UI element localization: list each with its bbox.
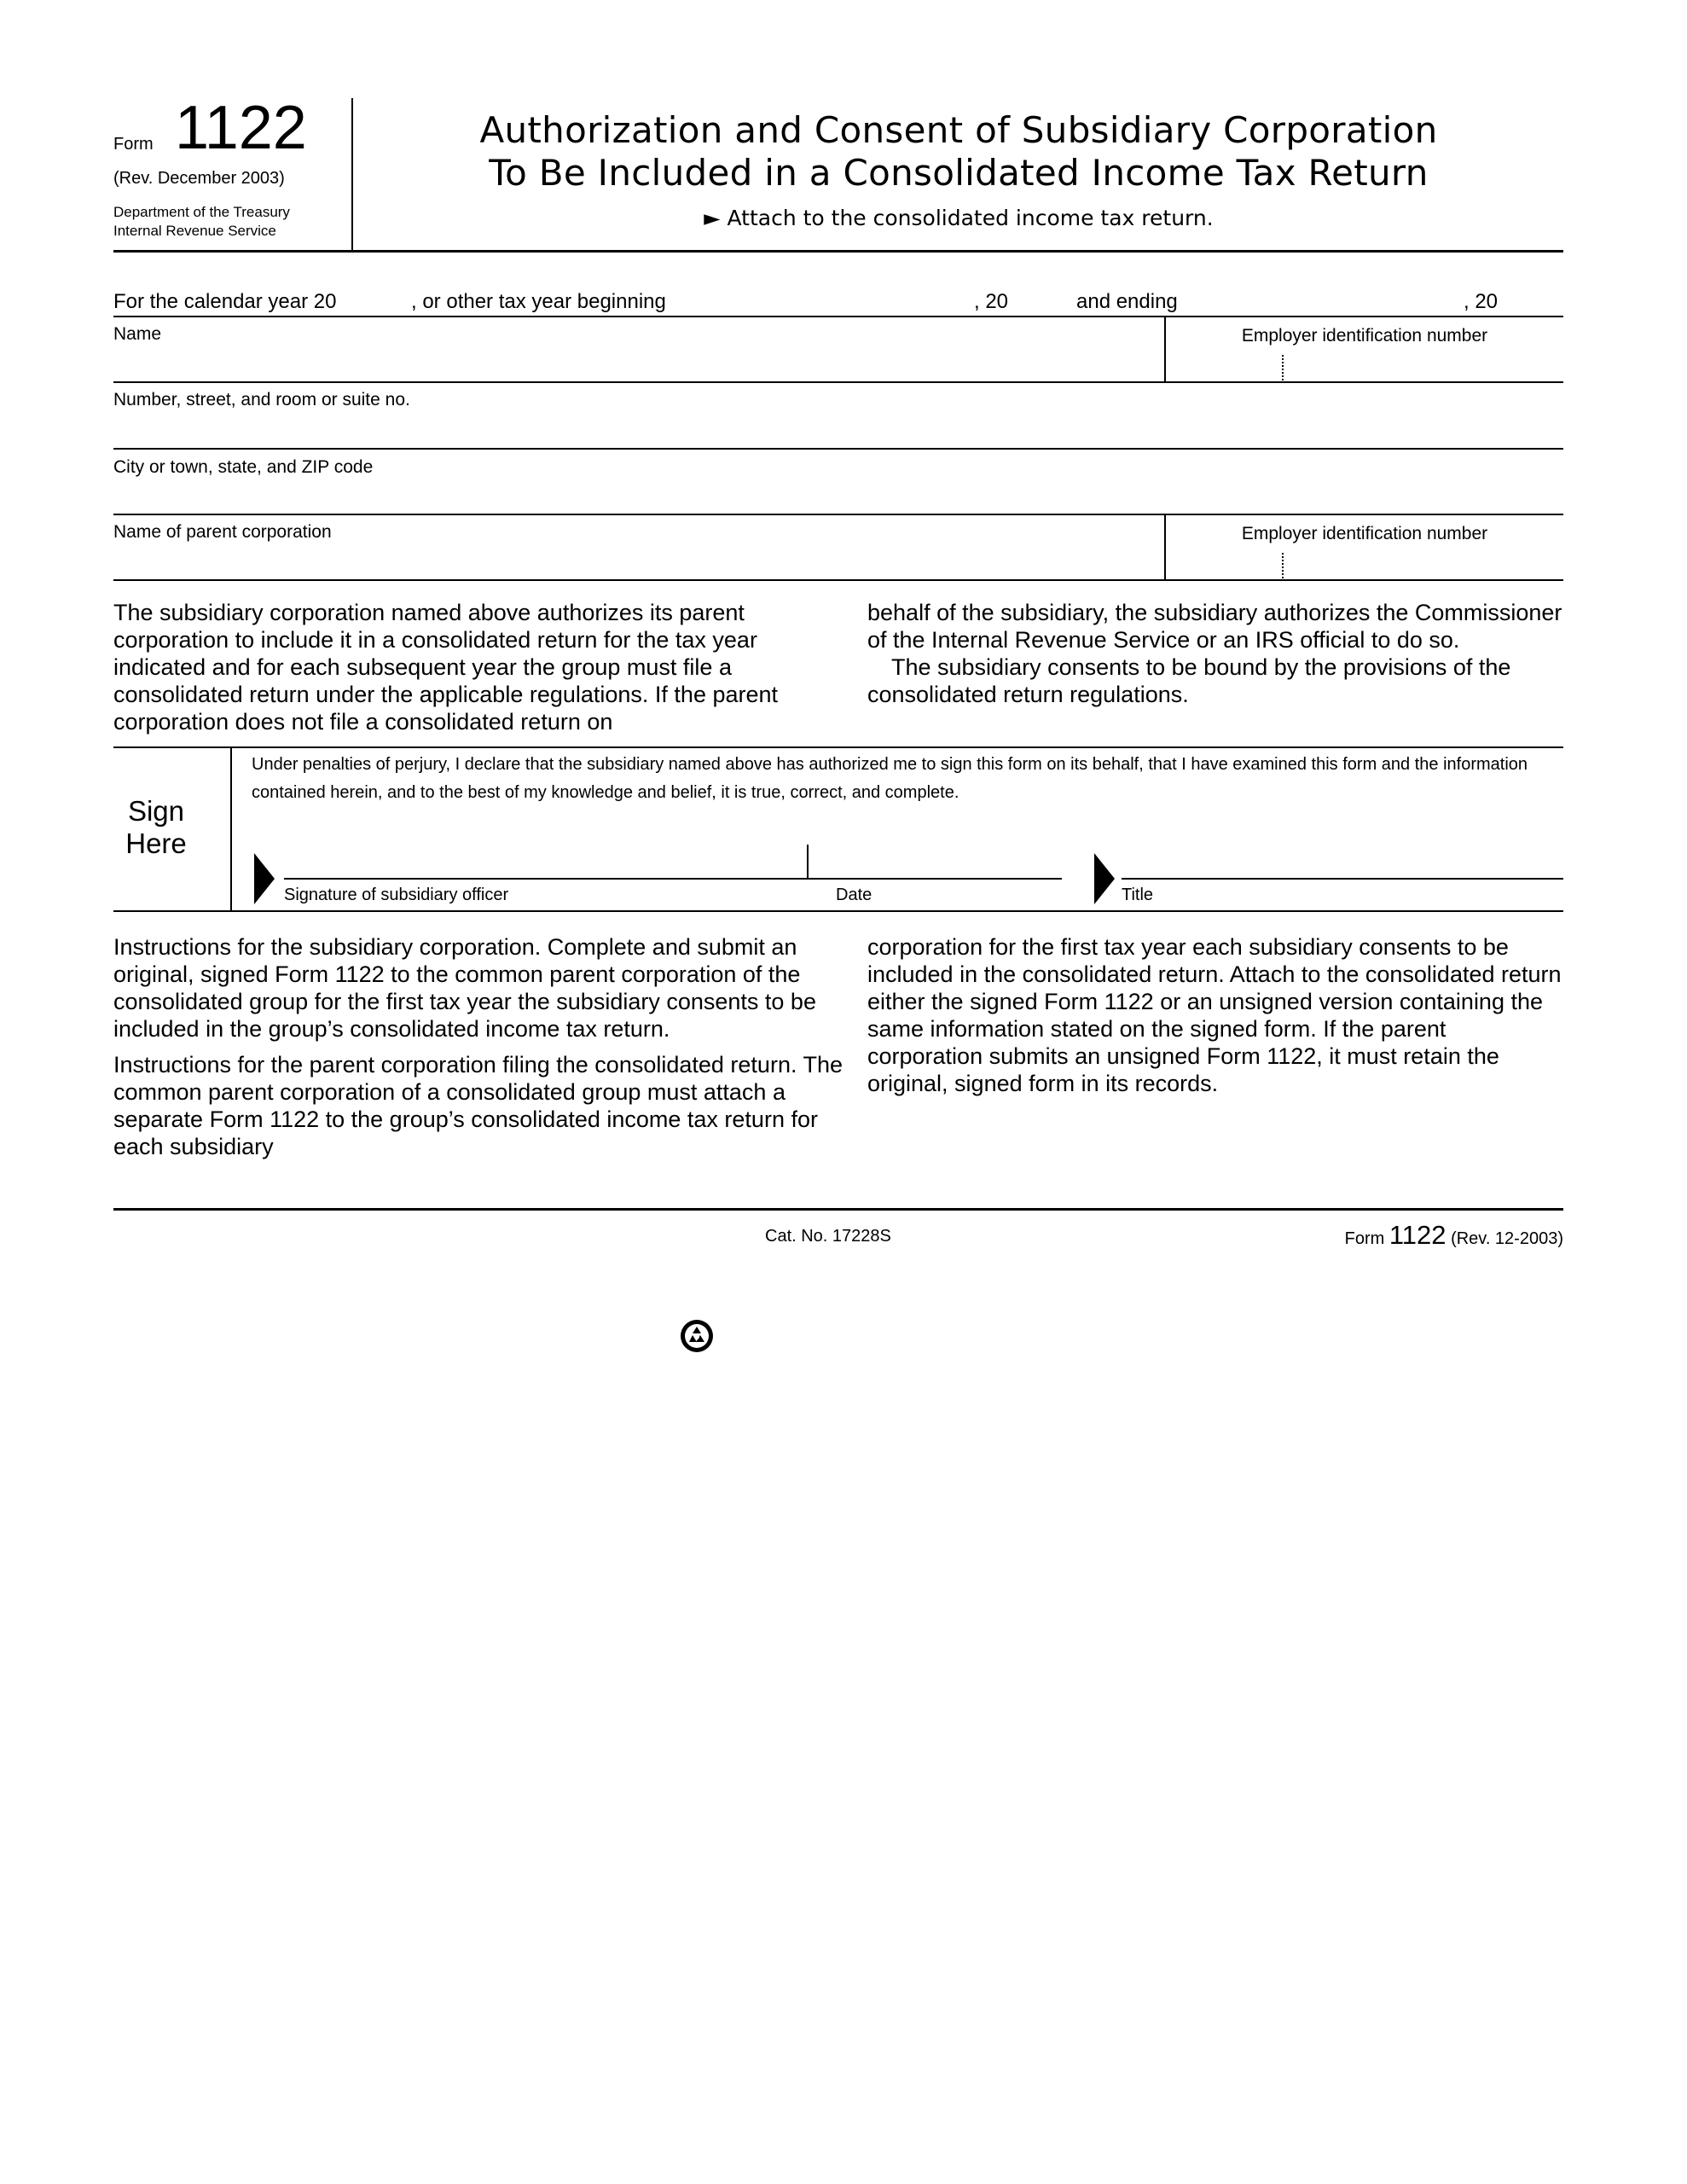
end-year-20: , 20 bbox=[1464, 290, 1499, 313]
signature-input[interactable] bbox=[284, 845, 804, 877]
rule-tax-year bbox=[113, 316, 1563, 317]
here-word: Here bbox=[125, 828, 187, 859]
footer-revision: (Rev. 12-2003) bbox=[1451, 1229, 1563, 1248]
title-label: Title bbox=[1122, 886, 1154, 904]
address-label: Number, street, and room or suite no. bbox=[113, 390, 410, 410]
sign-here-label bbox=[113, 795, 199, 860]
consent-right-p1: behalf of the subsidiary, the subsidiary authorizes the Commissioner of the Internal Revenue Service or an IRS official to do so. bbox=[867, 600, 1562, 653]
and-ending-label: and ending bbox=[1076, 290, 1178, 313]
service: Internal Revenue Service bbox=[113, 223, 276, 239]
begin-year-20: , 20 bbox=[974, 290, 1009, 313]
calendar-year-input[interactable] bbox=[358, 288, 409, 312]
form-title-line2: To Be Included in a Consolidated Income Tax Return bbox=[489, 152, 1429, 194]
attach-instruction bbox=[353, 206, 1564, 230]
signature-line bbox=[284, 878, 1062, 880]
instructions-left bbox=[113, 933, 847, 1160]
parent-corp-input[interactable] bbox=[113, 543, 1158, 577]
sign-word: Sign bbox=[127, 795, 185, 827]
title-arrow-icon bbox=[1094, 853, 1115, 904]
form-title-line1: Authorization and Consent of Subsidiary Corporation bbox=[479, 109, 1438, 151]
rule-sign bbox=[113, 910, 1563, 912]
recycle-icon bbox=[679, 1318, 715, 1354]
tax-year-end-input[interactable] bbox=[1203, 288, 1458, 312]
attach-text: Attach to the consolidated income tax return. bbox=[727, 206, 1214, 230]
footer-rule bbox=[113, 1208, 1563, 1211]
footer-form-word: Form bbox=[1344, 1229, 1385, 1248]
ein-input[interactable] bbox=[1168, 350, 1561, 380]
tax-year-begin-input[interactable] bbox=[708, 288, 964, 312]
address-input[interactable] bbox=[113, 411, 1563, 445]
rule-name bbox=[113, 381, 1563, 383]
parent-ein-label: Employer identification number bbox=[1241, 524, 1488, 543]
ein-label: Employer identification number bbox=[1241, 326, 1488, 346]
rule-address bbox=[113, 448, 1563, 450]
rule-parent bbox=[113, 579, 1563, 581]
name-input[interactable] bbox=[113, 345, 1158, 379]
consent-right bbox=[867, 599, 1563, 708]
header-rule bbox=[113, 250, 1563, 253]
rule-city bbox=[113, 514, 1563, 515]
rule-consent bbox=[113, 746, 1563, 748]
form-number: 1122 bbox=[175, 94, 307, 162]
subsidiary-instructions: Instructions for the subsidiary corporation. Complete and submit an original, signed Form 1122 to the common parent corporation of the consolidated group for the first tax year the subsidiary consents to be included in the group’s consolidated income tax return. bbox=[113, 934, 816, 1042]
footer-form-number: 1122 bbox=[1388, 1220, 1446, 1250]
arrow-right-icon: ► bbox=[704, 206, 721, 230]
form-word: Form bbox=[113, 135, 154, 154]
department: Department of the Treasury bbox=[113, 204, 290, 220]
signature-arrow-icon bbox=[254, 853, 275, 904]
city-input[interactable] bbox=[113, 478, 1563, 512]
date-label: Date bbox=[836, 886, 872, 904]
date-divider bbox=[807, 845, 809, 879]
date-input[interactable] bbox=[810, 845, 1058, 877]
city-label: City or town, state, and ZIP code bbox=[113, 457, 374, 477]
catalog-number: Cat. No. 17228S bbox=[765, 1227, 891, 1246]
calendar-year-label: For the calendar year 20 bbox=[113, 290, 337, 313]
parent-ein-input[interactable] bbox=[1168, 548, 1561, 578]
parent-instructions: Instructions for the parent corporation filing the consolidated return. The common parent corporation of a consolidated group must attach a separate Form 1122 to the group’s consolidated income tax return for each subsidiary bbox=[113, 1052, 843, 1159]
perjury-statement: Under penalties of perjury, I declare that the subsidiary named above has authorized me to sign this form on its behalf, that I have examined this form and the information contained herein, and to the best of my knowledge and belief, it is true, correct, and complete. bbox=[252, 755, 1528, 802]
other-year-label: , or other tax year beginning bbox=[411, 290, 666, 313]
footer-form-id bbox=[1313, 1220, 1563, 1251]
parent-corp-label: Name of parent corporation bbox=[113, 522, 332, 542]
signature-label: Signature of subsidiary officer bbox=[284, 886, 509, 904]
consent-left: The subsidiary corporation named above authorizes its parent corporation to include it in a consolidated return for the tax year indicated and for each subsequent year the group must file a consolidated return under the applicable regulations. If the parent corporation does not file a consolidated return on bbox=[113, 600, 779, 735]
consent-right-p2: The subsidiary consents to be bound by the provisions of the consolidated return regulations. bbox=[867, 654, 1511, 707]
revision-date: (Rev. December 2003) bbox=[113, 169, 285, 188]
sign-divider bbox=[230, 747, 232, 911]
form-title bbox=[353, 109, 1564, 195]
instructions-right: corporation for the first tax year each subsidiary consents to be included in the consolidated return. Attach to the consolidated return either the signed Form 1122 or an unsigned version containing the same information stated on the signed form. If the parent corporation submits an unsigned Form 1122, it must retain the original, signed form in its records. bbox=[867, 934, 1562, 1096]
name-label: Name bbox=[113, 324, 162, 344]
title-input[interactable] bbox=[1122, 845, 1561, 877]
title-line bbox=[1122, 878, 1563, 880]
